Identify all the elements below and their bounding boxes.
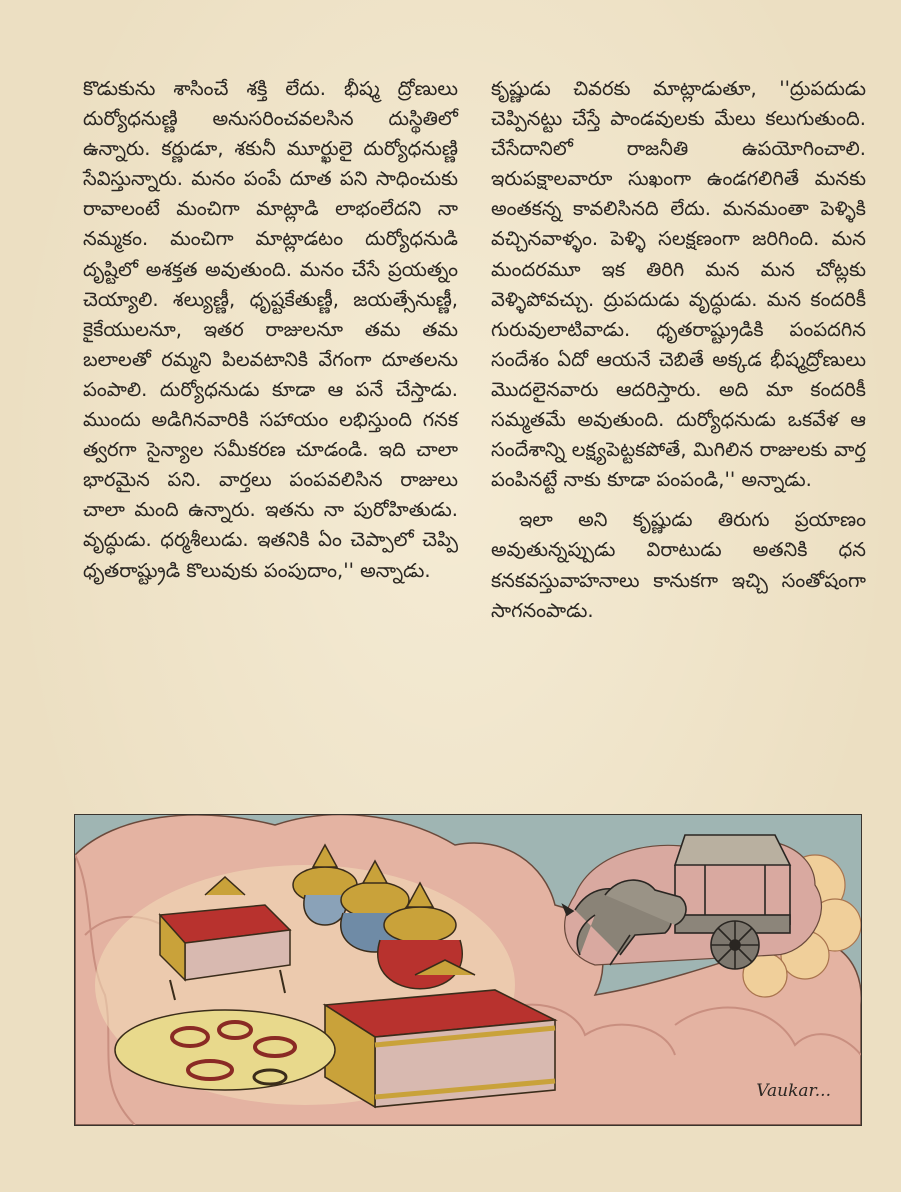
right-text-column xyxy=(491,74,866,626)
left-paragraph-1: కొడుకును శాసించే శక్తి లేదు. భీష్మ ద్రోణులు దుర్యోధనుణ్ణి అనుసరించవలసిన దుస్థితిలో ఉన్నారు. కర్ణుడూ, శకునీ మూర్ఖులై దుర్యోధనుణ్ణి సేవిస్తున్నారు. మనం పంపే దూత పని సాధించుకు రావాలంటే మంచిగా మాట్లాడి లాభంలేదని నా నమ్మకం. మంచిగా మాట్లాడటం దుర్యోధనుడి దృష్టిలో అశక్తత అవుతుంది. మనం చేసే ప్రయత్నం చెయ్యాలి. శల్యుణ్ణీ, ధృష్టకేతుణ్ణీ, జయత్సేనుణ్ణీ, కైకేయులనూ, ఇతర రాజులనూ తమ తమ బలాలతో రమ్మని పిలవటానికి వేగంగా దూతలను పంపాలి. దుర్యోధనుడు కూడా ఆ పనే చేస్తాడు. ముందు అడిగినవారికి సహాయం లభిస్తుంది గనక త్వరగా సైన్యాల సమీకరణ చూడండి. ఇది చాలా భారమైన పని. వార్తలు పంపవలిసిన రాజులు చాలా మంది ఉన్నారు. ఇతను నా పురోహితుడు. వృద్ధుడు. ధర్మశీలుడు. ఇతనికి ఏం చెప్పాలో చెప్పి ధృతరాష్ట్రుడి కొలువుకు పంపుదాం,'' అన్నాడు. xyxy=(83,77,458,582)
illustration-art xyxy=(75,815,861,1125)
ornament-plate xyxy=(115,1010,335,1090)
story-illustration xyxy=(74,814,862,1126)
artist-signature: Vaukar... xyxy=(756,1081,831,1101)
right-paragraph-1: కృష్ణుడు చివరకు మాట్లాడుతూ, ''ద్రుపదుడు చెప్పినట్టు చేస్తే పాండవులకు మేలు కలుగుతుంది. చేసేదానిలో రాజనీతి ఉపయోగించాలి. ఇరుపక్షాలవారూ సుఖంగా ఉండగలిగితే మనకు అంతకన్న కావలిసినది లేదు. మనమంతా పెళ్ళికి వచ్చినవాళ్ళం. పెళ్ళి సలక్షణంగా జరిగింది. మన మందరమూ ఇక తిరిగి మన మన చోట్లకు వెళ్ళిపోవచ్చు. ద్రుపదుడు వృద్ధుడు. మన కందరికీ గురువులాటివాడు. ధృతరాష్ట్రుడికి పంపదగిన సందేశం ఏదో ఆయనే చెబితే అక్కడ భీష్మద్రోణులు మొదలైనవారు ఆదరిస్తారు. అది మా కందరికీ సమ్మతమే అవుతుంది. దుర్యోధనుడు ఒకవేళ ఆ సందేశాన్ని లక్ష్యపెట్టకపోతే, మిగిలిన రాజులకు వార్త పంపినట్టే నాకు కూడా పంపండి,'' అన్నాడు. xyxy=(491,77,866,492)
right-paragraph-2: ఇలా అని కృష్ణుడు తిరుగు ప్రయాణం అవుతున్నప్పుడు విరాటుడు అతనికి ధన కనకవస్తువాహనాలు కానుకగా ఇచ్చి సంతోషంగా సాగనంపాడు. xyxy=(491,508,866,622)
left-text-column xyxy=(83,74,458,586)
